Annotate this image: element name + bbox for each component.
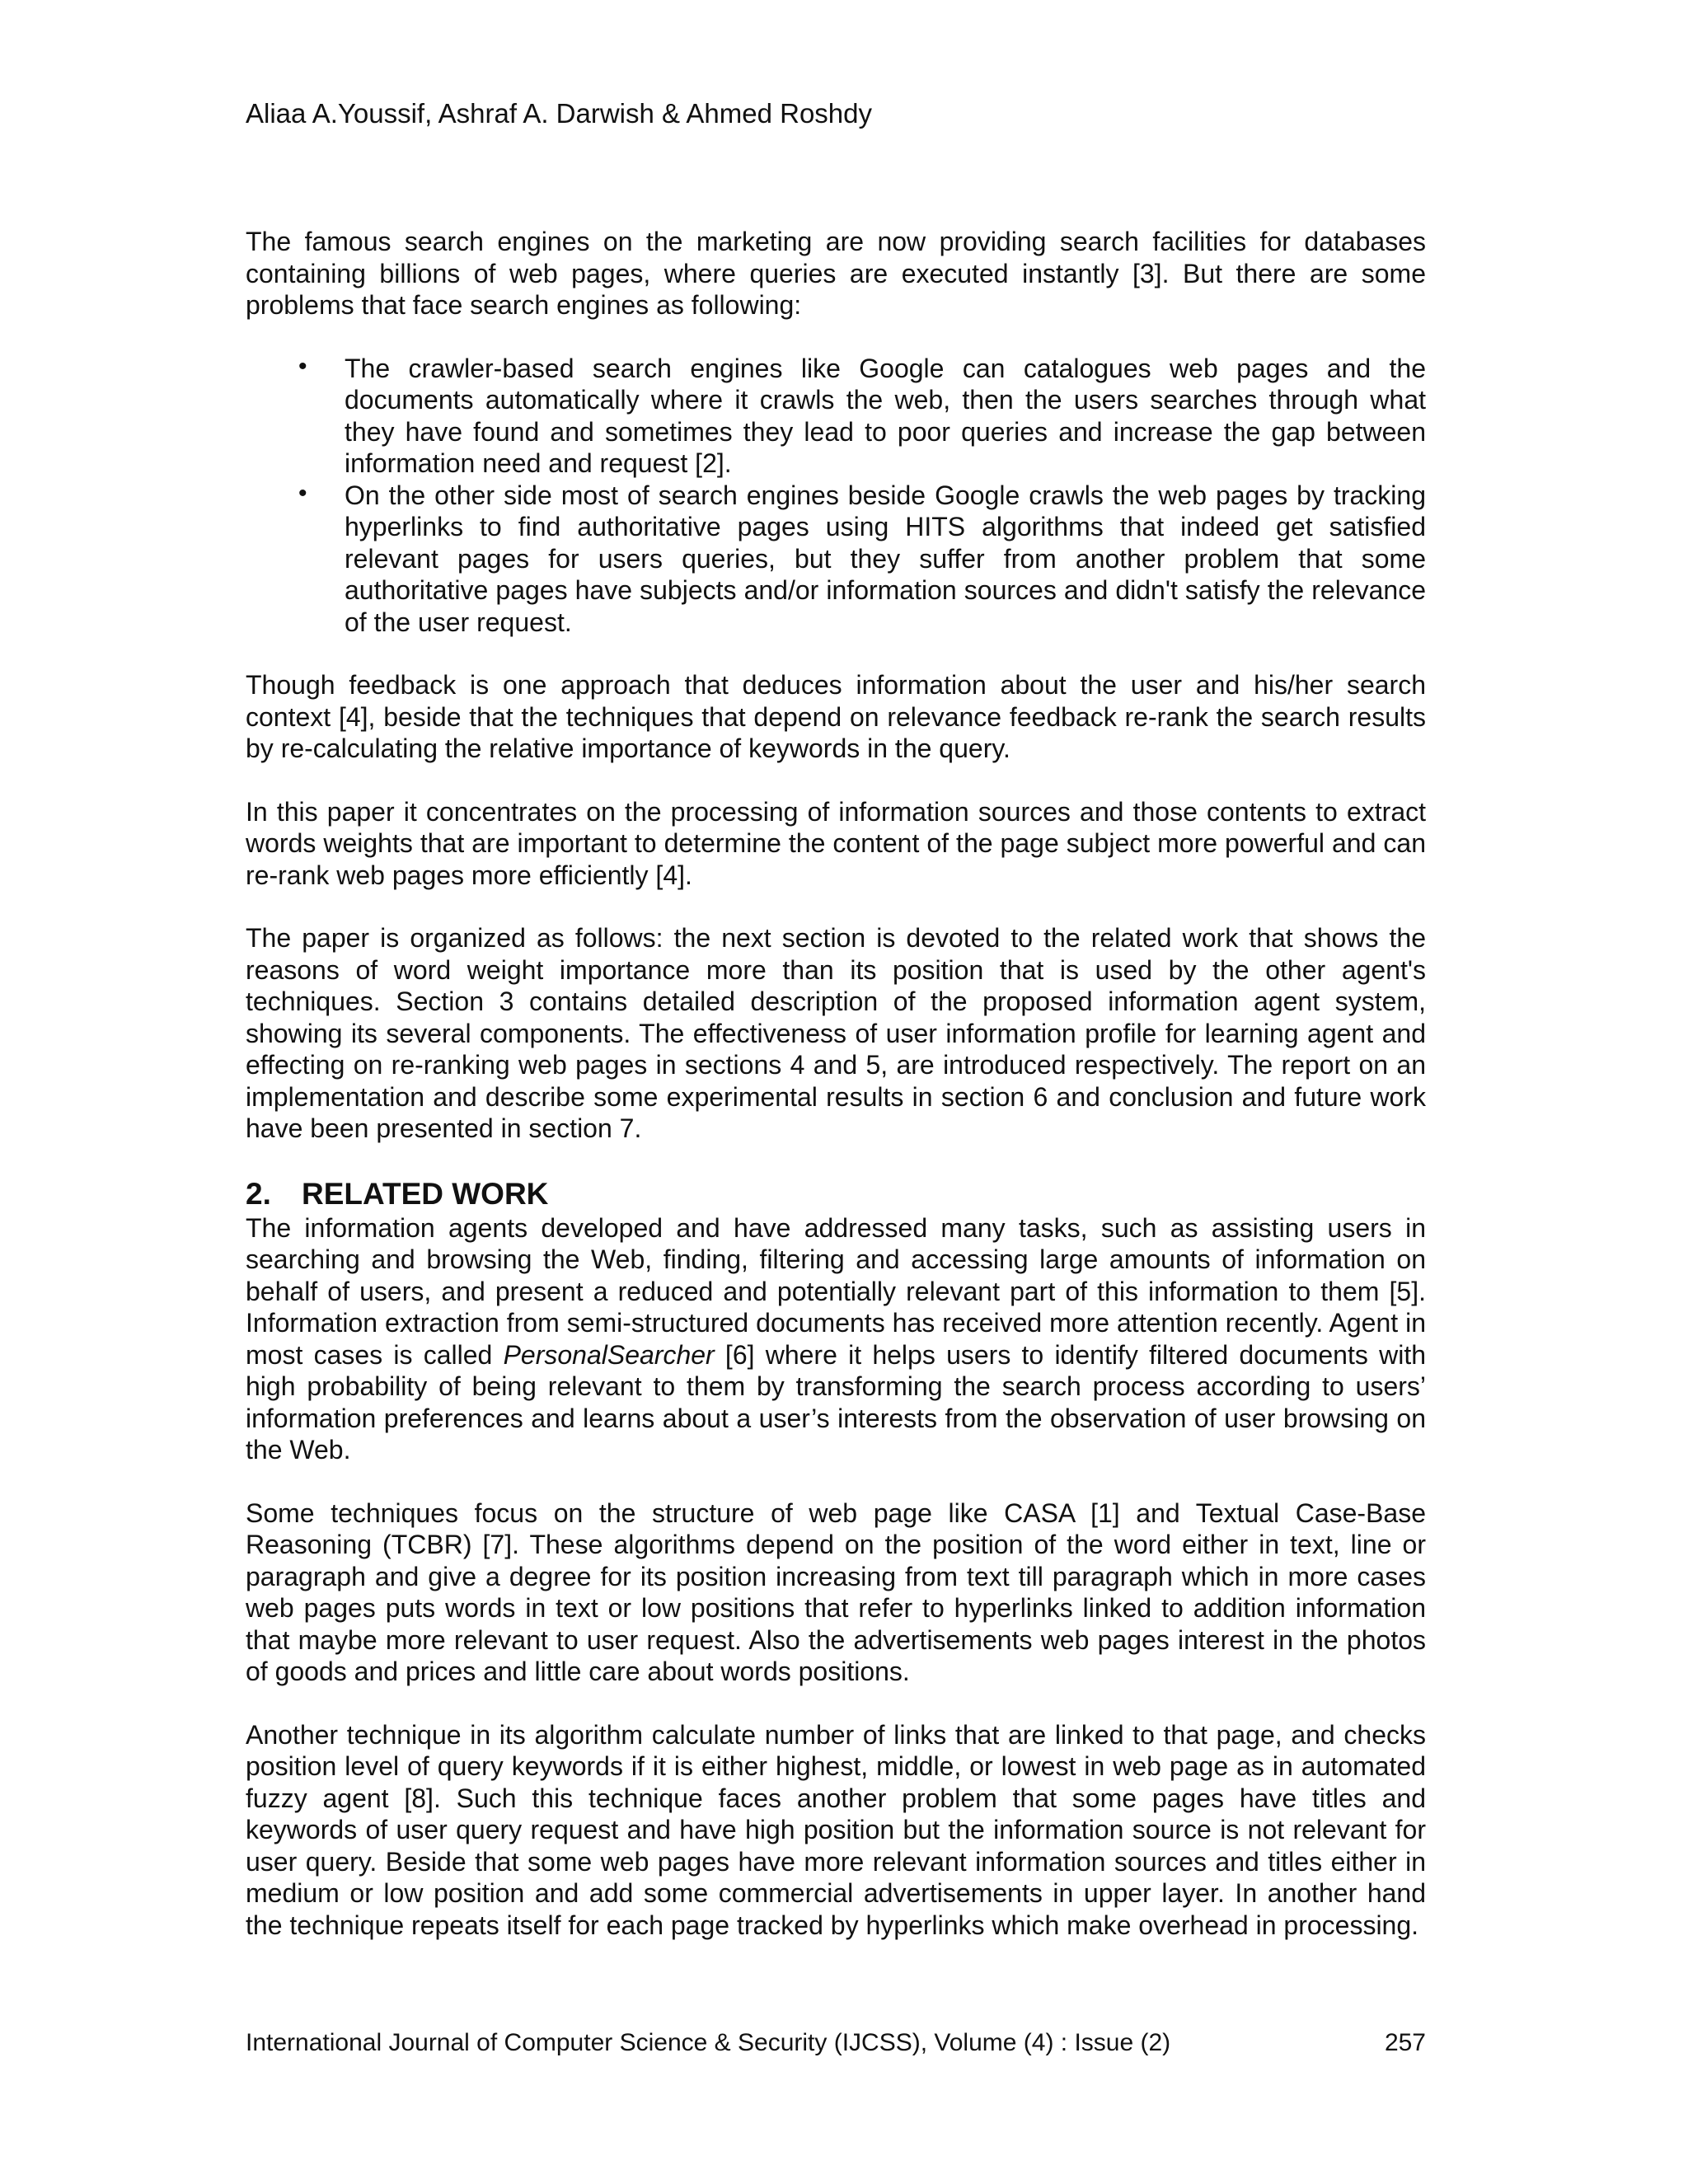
bullet-item <box>246 480 1426 639</box>
bullet-marker: • <box>298 352 307 380</box>
page-footer <box>246 2027 1426 2059</box>
organization-paragraph: The paper is organized as follows: the next section is devoted to the related work that shows the reasons of word weight importance more than its position that is used by the other agent's techniques. Section 3 contains detailed description of the proposed information agent system, showing its several components. The effectiveness of user information profile for learning agent and effecting on re-ranking web pages in sections 4 and 5, are introduced respectively. The report on an implementation and describe some experimental results in section 6 and conclusion and future work have been presented in section 7. <box>246 923 1426 1143</box>
personal-searcher-term: PersonalSearcher <box>503 1339 715 1370</box>
related-work-paragraph-1 <box>246 1212 1426 1466</box>
footer-page-number: 257 <box>1384 2029 1426 2056</box>
bullet-text: The crawler-based search engines like Google can catalogues web pages and the documents automatically where it crawls the web, then the users searches through what they have found and sometimes they lead to poor queries and increase the gap between information need and request [2]. <box>345 353 1426 478</box>
section-heading-related-work <box>246 1176 1426 1212</box>
section-number: 2. <box>246 1176 271 1211</box>
section-title: RELATED WORK <box>302 1176 549 1211</box>
footer-journal: International Journal of Computer Science & Security (IJCSS), Volume (4) : Issue (2) <box>246 2029 1171 2056</box>
related-work-paragraph-2: Some techniques focus on the structure of web page like CASA [1] and Textual Case-Base Reasoning (TCBR) [7]. These algorithms depend on the position of the word either in text, line or paragraph and give a degree for its position increasing from text till paragraph which in more cases web pages puts words in text or low positions that refer to hyperlinks linked to addition information that maybe more relevant to user request. Also the advertisements web pages interest in the photos of goods and prices and little care about words positions. <box>246 1497 1426 1686</box>
feedback-paragraph: Though feedback is one approach that deduces information about the user and his/her search context [4], beside that the techniques that depend on relevance feedback re-rank the search results by re-calculating the relative importance of keywords in the query. <box>246 670 1426 763</box>
intro-paragraph: The famous search engines on the marketing are now providing search facilities for databases containing billions of web pages, where queries are executed instantly [3]. But there are some problems that face search engines as following: <box>246 227 1426 320</box>
related-work-p1-start: The information agents developed and have addressed many tasks, such as assisting users in searching and browsing the Web, finding, filtering and accessing large amounts of information on behalf of users, and present a reduced and potentially relevant part of this information to them [5]. Information extraction from semi-structured documents has received more attention recently. Agent in most cases is called <box>246 1212 1426 1370</box>
running-header-authors: Aliaa A.Youssif, Ashraf A. Darwish & Ahmed Roshdy <box>246 98 873 129</box>
bullet-text: On the other side most of search engines beside Google crawls the web pages by tracking hyperlinks to find authoritative pages using HITS algorithms that indeed get satisfied relevant pages for users queries, but they suffer from another problem that some authoritative pages have subjects and/or information sources and didn't satisfy the relevance of the user request. <box>345 480 1426 637</box>
related-work-p1-end: [6] where it helps users to identify filtered documents with high probability of being relevant to them by transforming the search process according to users’ information preferences and learns about a user’s interests from the observation of user browsing on the Web. <box>246 1339 1427 1465</box>
page-content <box>246 97 1426 1941</box>
related-work-paragraph-3: Another technique in its algorithm calculate number of links that are linked to that page, and checks position level of query keywords if it is either highest, middle, or lowest in web page as in automated fuzzy agent [8]. Such this technique faces another problem that some pages have titles and keywords of user query request and have high position but the information source is not relevant for user query. Beside that some web pages have more relevant information sources and titles either in medium or low position and add some commercial advertisements in upper layer. In another hand the technique repeats itself for each page tracked by hyperlinks which make overhead in processing. <box>246 1719 1426 1940</box>
focus-paragraph: In this paper it concentrates on the processing of information sources and those contents to extract words weights that are important to determine the content of the page subject more powerful and can re-rank web pages more efficiently [4]. <box>246 796 1426 890</box>
bullet-marker: • <box>298 479 307 507</box>
bullet-item <box>246 353 1426 480</box>
bullet-list <box>246 353 1426 639</box>
